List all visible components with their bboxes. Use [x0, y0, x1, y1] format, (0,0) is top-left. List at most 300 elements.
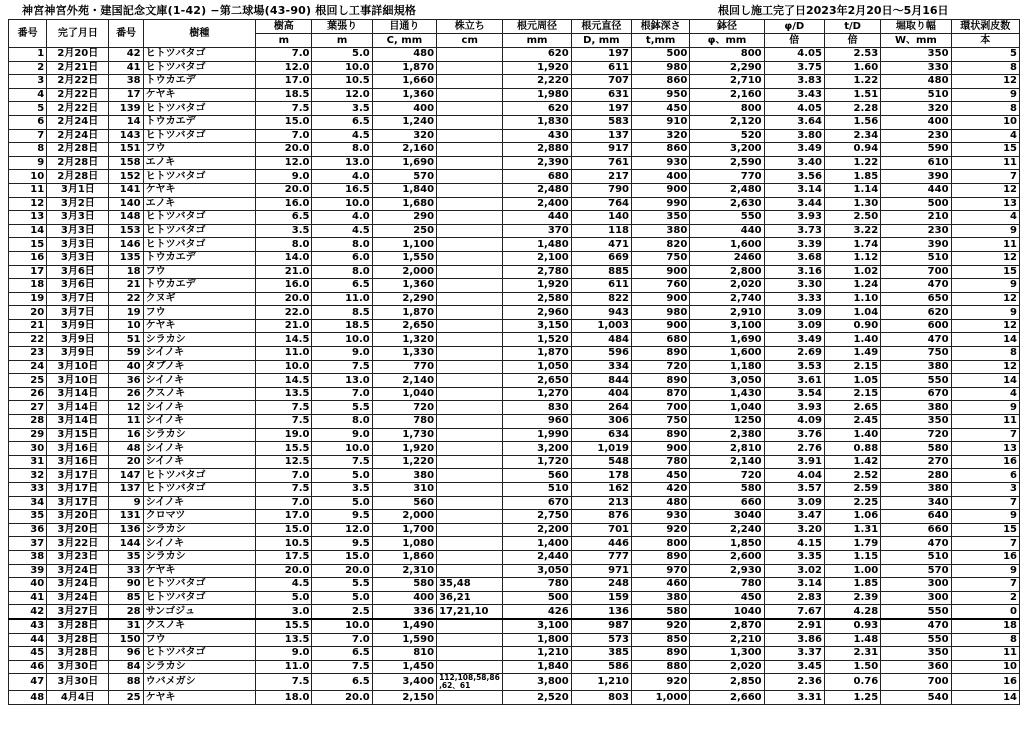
cell-completion-date: 3月7日 — [47, 292, 109, 306]
cell-girth: 1,240 — [372, 115, 436, 129]
cell-ring-peel-count: 8 — [951, 61, 1019, 75]
cell-root-diameter: 213 — [571, 496, 631, 510]
cell-phi-d: 3.31 — [764, 691, 824, 705]
cell-spread: 5.5 — [312, 578, 372, 592]
cell-stems: 17,21,10 — [437, 605, 503, 619]
cell-spread: 3.5 — [312, 102, 372, 116]
cell-ring-peel-count: 12 — [951, 360, 1019, 374]
cell-t-d: 4.28 — [824, 605, 880, 619]
unit-girth: C, mm — [372, 34, 436, 48]
cell-root-girth: 1,870 — [503, 347, 571, 361]
cell-row-no: 8 — [9, 143, 47, 157]
cell-spread: 20.0 — [312, 564, 372, 578]
cell-tree-no: 10 — [109, 319, 143, 333]
header-height: 樹高 — [256, 20, 312, 34]
cell-spread: 18.5 — [312, 319, 372, 333]
cell-stems — [437, 455, 503, 469]
table-row — [9, 442, 1020, 456]
cell-root-depth: 870 — [632, 387, 690, 401]
cell-root-depth: 890 — [632, 647, 690, 661]
cell-root-depth: 480 — [632, 496, 690, 510]
cell-tree-no: 22 — [109, 292, 143, 306]
cell-completion-date: 3月27日 — [47, 605, 109, 619]
cell-root-depth: 860 — [632, 75, 690, 89]
cell-phi-d: 3.37 — [764, 647, 824, 661]
cell-completion-date: 2月22日 — [47, 102, 109, 116]
cell-girth: 3,400 — [372, 674, 436, 691]
cell-root-diameter: 885 — [571, 265, 631, 279]
document-title: 神宮神宮外苑・建国記念文庫(1-42) −第二球場(43-90) 根回し工事詳細規格 — [22, 4, 417, 17]
cell-dig-width: 550 — [881, 605, 951, 619]
table-row — [9, 428, 1020, 442]
cell-root-girth: 2,880 — [503, 143, 571, 157]
cell-height: 5.0 — [256, 591, 312, 605]
cell-root-diameter: 876 — [571, 510, 631, 524]
cell-height: 3.0 — [256, 605, 312, 619]
cell-stems — [437, 319, 503, 333]
cell-species: ヒトツバタゴ — [143, 647, 256, 661]
cell-root-depth: 890 — [632, 347, 690, 361]
cell-root-girth: 1,270 — [503, 387, 571, 401]
cell-height: 8.0 — [256, 238, 312, 252]
cell-girth: 1,660 — [372, 75, 436, 89]
cell-t-d: 1.22 — [824, 75, 880, 89]
cell-species: フウ — [143, 633, 256, 647]
cell-ball-diameter: 450 — [690, 591, 764, 605]
cell-girth: 720 — [372, 401, 436, 415]
cell-ring-peel-count: 3 — [951, 483, 1019, 497]
cell-root-depth: 500 — [632, 48, 690, 62]
cell-root-depth: 950 — [632, 88, 690, 102]
cell-t-d: 1.85 — [824, 578, 880, 592]
cell-phi-d: 2.76 — [764, 442, 824, 456]
cell-stems — [437, 306, 503, 320]
cell-tree-no: 135 — [109, 251, 143, 265]
cell-phi-d: 3.09 — [764, 319, 824, 333]
cell-root-depth: 900 — [632, 292, 690, 306]
cell-phi-d: 3.43 — [764, 88, 824, 102]
cell-height: 18.5 — [256, 88, 312, 102]
cell-t-d: 2.50 — [824, 211, 880, 225]
cell-t-d: 1.14 — [824, 183, 880, 197]
unit-spread: m — [312, 34, 372, 48]
cell-height: 11.0 — [256, 347, 312, 361]
cell-root-depth: 420 — [632, 483, 690, 497]
cell-ball-diameter: 2,140 — [690, 455, 764, 469]
cell-species: シラカシ — [143, 428, 256, 442]
cell-ball-diameter: 1040 — [690, 605, 764, 619]
cell-root-depth: 990 — [632, 197, 690, 211]
table-row — [9, 619, 1020, 633]
specification-table — [8, 19, 1020, 705]
cell-ring-peel-count: 9 — [951, 224, 1019, 238]
cell-t-d: 1.48 — [824, 633, 880, 647]
cell-t-d: 1.04 — [824, 306, 880, 320]
cell-completion-date: 4月4日 — [47, 691, 109, 705]
cell-row-no: 36 — [9, 523, 47, 537]
cell-species: ヒトツバタゴ — [143, 170, 256, 184]
cell-girth: 2,150 — [372, 691, 436, 705]
cell-height: 9.0 — [256, 170, 312, 184]
cell-stems — [437, 292, 503, 306]
cell-girth: 2,000 — [372, 265, 436, 279]
cell-root-diameter: 548 — [571, 455, 631, 469]
cell-ring-peel-count: 15 — [951, 265, 1019, 279]
cell-phi-d: 3.93 — [764, 211, 824, 225]
cell-root-girth: 620 — [503, 48, 571, 62]
cell-completion-date: 3月28日 — [47, 647, 109, 661]
cell-t-d: 0.76 — [824, 674, 880, 691]
cell-girth: 2,140 — [372, 374, 436, 388]
cell-tree-no: 21 — [109, 279, 143, 293]
cell-height: 17.5 — [256, 550, 312, 564]
cell-phi-d: 3.53 — [764, 360, 824, 374]
cell-stems — [437, 442, 503, 456]
cell-dig-width: 230 — [881, 224, 951, 238]
cell-species: シイノキ — [143, 496, 256, 510]
cell-ring-peel-count: 12 — [951, 75, 1019, 89]
cell-root-diameter: 140 — [571, 211, 631, 225]
cell-row-no: 32 — [9, 469, 47, 483]
cell-root-depth: 900 — [632, 265, 690, 279]
cell-root-diameter: 178 — [571, 469, 631, 483]
cell-t-d: 2.25 — [824, 496, 880, 510]
cell-completion-date: 2月28日 — [47, 143, 109, 157]
cell-ring-peel-count: 11 — [951, 415, 1019, 429]
cell-root-girth: 440 — [503, 211, 571, 225]
cell-phi-d: 3.56 — [764, 170, 824, 184]
table-row — [9, 238, 1020, 252]
cell-girth: 1,730 — [372, 428, 436, 442]
cell-ring-peel-count: 7 — [951, 578, 1019, 592]
cell-tree-no: 28 — [109, 605, 143, 619]
cell-ring-peel-count: 7 — [951, 170, 1019, 184]
cell-spread: 8.5 — [312, 306, 372, 320]
cell-ring-peel-count: 7 — [951, 428, 1019, 442]
cell-species: サンゴジュ — [143, 605, 256, 619]
cell-root-girth: 1,990 — [503, 428, 571, 442]
cell-ring-peel-count: 12 — [951, 251, 1019, 265]
cell-t-d: 2.28 — [824, 102, 880, 116]
cell-girth: 1,040 — [372, 387, 436, 401]
cell-row-no: 17 — [9, 265, 47, 279]
cell-row-no: 18 — [9, 279, 47, 293]
cell-tree-no: 19 — [109, 306, 143, 320]
cell-root-diameter: 611 — [571, 61, 631, 75]
cell-ball-diameter: 1,040 — [690, 401, 764, 415]
cell-ring-peel-count: 18 — [951, 619, 1019, 633]
cell-species: シイノキ — [143, 347, 256, 361]
cell-root-girth: 2,400 — [503, 197, 571, 211]
cell-tree-no: 148 — [109, 211, 143, 225]
cell-phi-d: 4.09 — [764, 415, 824, 429]
unit-stems: cm — [437, 34, 503, 48]
cell-phi-d: 3.93 — [764, 401, 824, 415]
cell-root-girth: 2,960 — [503, 306, 571, 320]
cell-root-girth: 1,920 — [503, 61, 571, 75]
cell-phi-d: 3.02 — [764, 564, 824, 578]
cell-dig-width: 700 — [881, 674, 951, 691]
cell-completion-date: 3月20日 — [47, 523, 109, 537]
cell-phi-d: 4.15 — [764, 537, 824, 551]
cell-girth: 1,100 — [372, 238, 436, 252]
cell-root-depth: 750 — [632, 251, 690, 265]
cell-t-d: 1.60 — [824, 61, 880, 75]
cell-ring-peel-count: 15 — [951, 523, 1019, 537]
cell-root-depth: 890 — [632, 374, 690, 388]
cell-spread: 7.0 — [312, 633, 372, 647]
cell-completion-date: 2月28日 — [47, 156, 109, 170]
cell-row-no: 39 — [9, 564, 47, 578]
cell-root-girth: 1,840 — [503, 660, 571, 674]
cell-ball-diameter: 2460 — [690, 251, 764, 265]
table-row — [9, 88, 1020, 102]
cell-ring-peel-count: 14 — [951, 333, 1019, 347]
header-t-d: t/D — [824, 20, 880, 34]
cell-phi-d: 3.86 — [764, 633, 824, 647]
cell-dig-width: 620 — [881, 306, 951, 320]
cell-root-girth: 1,830 — [503, 115, 571, 129]
cell-completion-date: 2月21日 — [47, 61, 109, 75]
cell-completion-date: 3月23日 — [47, 550, 109, 564]
cell-t-d: 2.34 — [824, 129, 880, 143]
cell-root-depth: 930 — [632, 510, 690, 524]
cell-root-depth: 380 — [632, 224, 690, 238]
cell-t-d: 1.50 — [824, 660, 880, 674]
cell-t-d: 1.31 — [824, 523, 880, 537]
cell-ring-peel-count: 5 — [951, 48, 1019, 62]
cell-stems — [437, 647, 503, 661]
cell-t-d: 2.39 — [824, 591, 880, 605]
cell-t-d: 2.31 — [824, 647, 880, 661]
cell-root-diameter: 822 — [571, 292, 631, 306]
table-row — [9, 605, 1020, 619]
cell-t-d: 2.45 — [824, 415, 880, 429]
table-row — [9, 170, 1020, 184]
cell-species: トウカエデ — [143, 75, 256, 89]
cell-root-depth: 400 — [632, 170, 690, 184]
cell-ring-peel-count: 9 — [951, 306, 1019, 320]
cell-row-no: 37 — [9, 537, 47, 551]
cell-spread: 8.0 — [312, 415, 372, 429]
cell-dig-width: 590 — [881, 143, 951, 157]
cell-spread: 11.0 — [312, 292, 372, 306]
cell-ball-diameter: 800 — [690, 102, 764, 116]
cell-root-depth: 680 — [632, 333, 690, 347]
cell-phi-d: 3.20 — [764, 523, 824, 537]
cell-spread: 3.5 — [312, 483, 372, 497]
cell-height: 15.5 — [256, 442, 312, 456]
cell-species: ヒトツバタゴ — [143, 48, 256, 62]
cell-tree-no: 131 — [109, 510, 143, 524]
cell-root-girth: 2,220 — [503, 75, 571, 89]
cell-completion-date: 3月28日 — [47, 633, 109, 647]
cell-spread: 5.0 — [312, 591, 372, 605]
cell-root-depth: 460 — [632, 578, 690, 592]
cell-stems — [437, 279, 503, 293]
cell-t-d: 2.53 — [824, 48, 880, 62]
cell-t-d: 1.00 — [824, 564, 880, 578]
cell-dig-width: 470 — [881, 537, 951, 551]
cell-root-girth: 2,100 — [503, 251, 571, 265]
cell-ring-peel-count: 4 — [951, 387, 1019, 401]
cell-tree-no: 139 — [109, 102, 143, 116]
cell-height: 21.0 — [256, 265, 312, 279]
cell-completion-date: 3月9日 — [47, 347, 109, 361]
cell-ball-diameter: 2,590 — [690, 156, 764, 170]
table-row — [9, 279, 1020, 293]
cell-row-no: 48 — [9, 691, 47, 705]
cell-row-no: 20 — [9, 306, 47, 320]
cell-species: シラカシ — [143, 523, 256, 537]
cell-root-depth: 380 — [632, 591, 690, 605]
table-row — [9, 265, 1020, 279]
cell-root-depth: 980 — [632, 306, 690, 320]
cell-phi-d: 3.91 — [764, 455, 824, 469]
cell-girth: 2,160 — [372, 143, 436, 157]
cell-completion-date: 3月16日 — [47, 442, 109, 456]
cell-height: 7.5 — [256, 483, 312, 497]
table-row — [9, 578, 1020, 592]
cell-row-no: 24 — [9, 360, 47, 374]
cell-girth: 1,490 — [372, 619, 436, 633]
cell-stems — [437, 183, 503, 197]
table-row — [9, 251, 1020, 265]
cell-row-no: 45 — [9, 647, 47, 661]
cell-stems — [437, 75, 503, 89]
cell-girth: 560 — [372, 496, 436, 510]
cell-height: 22.0 — [256, 306, 312, 320]
cell-root-diameter: 707 — [571, 75, 631, 89]
cell-dig-width: 350 — [881, 48, 951, 62]
cell-phi-d: 3.09 — [764, 496, 824, 510]
cell-ring-peel-count: 7 — [951, 537, 1019, 551]
table-row — [9, 183, 1020, 197]
cell-root-girth: 680 — [503, 170, 571, 184]
cell-species: ウバメガシ — [143, 674, 256, 691]
cell-row-no: 5 — [9, 102, 47, 116]
cell-ball-diameter: 1,180 — [690, 360, 764, 374]
cell-girth: 400 — [372, 102, 436, 116]
cell-stems — [437, 691, 503, 705]
cell-row-no: 43 — [9, 619, 47, 633]
cell-girth: 1,360 — [372, 88, 436, 102]
cell-height: 15.0 — [256, 115, 312, 129]
cell-species: シラカシ — [143, 550, 256, 564]
unit-dig-width: W、mm — [881, 34, 951, 48]
header-tree-no: 番号 — [109, 20, 143, 48]
cell-tree-no: 33 — [109, 564, 143, 578]
cell-height: 7.5 — [256, 401, 312, 415]
cell-t-d: 1.51 — [824, 88, 880, 102]
cell-root-diameter: 701 — [571, 523, 631, 537]
cell-height: 11.0 — [256, 660, 312, 674]
cell-stems — [437, 61, 503, 75]
cell-t-d: 2.15 — [824, 387, 880, 401]
table-row — [9, 647, 1020, 661]
cell-root-girth: 2,650 — [503, 374, 571, 388]
cell-dig-width: 480 — [881, 75, 951, 89]
cell-t-d: 2.15 — [824, 360, 880, 374]
cell-phi-d: 3.14 — [764, 183, 824, 197]
cell-root-girth: 1,520 — [503, 333, 571, 347]
cell-root-diameter: 596 — [571, 347, 631, 361]
cell-dig-width: 390 — [881, 170, 951, 184]
cell-tree-no: 14 — [109, 115, 143, 129]
cell-root-girth: 830 — [503, 401, 571, 415]
cell-dig-width: 280 — [881, 469, 951, 483]
unit-height: m — [256, 34, 312, 48]
cell-row-no: 14 — [9, 224, 47, 238]
cell-height: 13.5 — [256, 633, 312, 647]
cell-root-diameter: 844 — [571, 374, 631, 388]
cell-root-girth: 780 — [503, 578, 571, 592]
cell-root-diameter: 471 — [571, 238, 631, 252]
cell-ring-peel-count: 11 — [951, 647, 1019, 661]
table-row — [9, 333, 1020, 347]
cell-row-no: 30 — [9, 442, 47, 456]
cell-girth: 1,870 — [372, 306, 436, 320]
cell-ball-diameter: 2,930 — [690, 564, 764, 578]
cell-tree-no: 141 — [109, 183, 143, 197]
cell-tree-no: 146 — [109, 238, 143, 252]
cell-spread: 5.0 — [312, 496, 372, 510]
cell-tree-no: 147 — [109, 469, 143, 483]
cell-species: シイノキ — [143, 455, 256, 469]
cell-spread: 5.5 — [312, 401, 372, 415]
cell-species: ヒトツバタゴ — [143, 129, 256, 143]
cell-phi-d: 4.04 — [764, 469, 824, 483]
cell-height: 14.5 — [256, 333, 312, 347]
cell-dig-width: 300 — [881, 591, 951, 605]
cell-spread: 10.0 — [312, 619, 372, 633]
cell-tree-no: 96 — [109, 647, 143, 661]
cell-stems — [437, 333, 503, 347]
cell-stems — [437, 143, 503, 157]
cell-ball-diameter: 2,380 — [690, 428, 764, 442]
cell-dig-width: 400 — [881, 115, 951, 129]
cell-ring-peel-count: 9 — [951, 510, 1019, 524]
cell-root-depth: 1,000 — [632, 691, 690, 705]
cell-ball-diameter: 1,600 — [690, 238, 764, 252]
cell-stems — [437, 415, 503, 429]
cell-height: 6.5 — [256, 211, 312, 225]
cell-row-no: 38 — [9, 550, 47, 564]
cell-species: シイノキ — [143, 442, 256, 456]
cell-root-diameter: 136 — [571, 605, 631, 619]
cell-tree-no: 17 — [109, 88, 143, 102]
cell-ball-diameter: 800 — [690, 48, 764, 62]
cell-girth: 1,220 — [372, 455, 436, 469]
cell-ring-peel-count: 15 — [951, 143, 1019, 157]
cell-ball-diameter: 520 — [690, 129, 764, 143]
cell-girth: 770 — [372, 360, 436, 374]
cell-species: ヒトツバタゴ — [143, 102, 256, 116]
cell-phi-d: 3.33 — [764, 292, 824, 306]
cell-root-girth: 2,520 — [503, 691, 571, 705]
cell-girth: 580 — [372, 578, 436, 592]
cell-phi-d: 7.67 — [764, 605, 824, 619]
cell-height: 4.5 — [256, 578, 312, 592]
header-species: 樹種 — [143, 20, 256, 48]
cell-root-diameter: 217 — [571, 170, 631, 184]
cell-row-no: 33 — [9, 483, 47, 497]
cell-species: ヒトツバタゴ — [143, 483, 256, 497]
cell-root-girth: 3,200 — [503, 442, 571, 456]
cell-completion-date: 3月3日 — [47, 211, 109, 225]
cell-dig-width: 550 — [881, 633, 951, 647]
cell-completion-date: 3月15日 — [47, 428, 109, 442]
